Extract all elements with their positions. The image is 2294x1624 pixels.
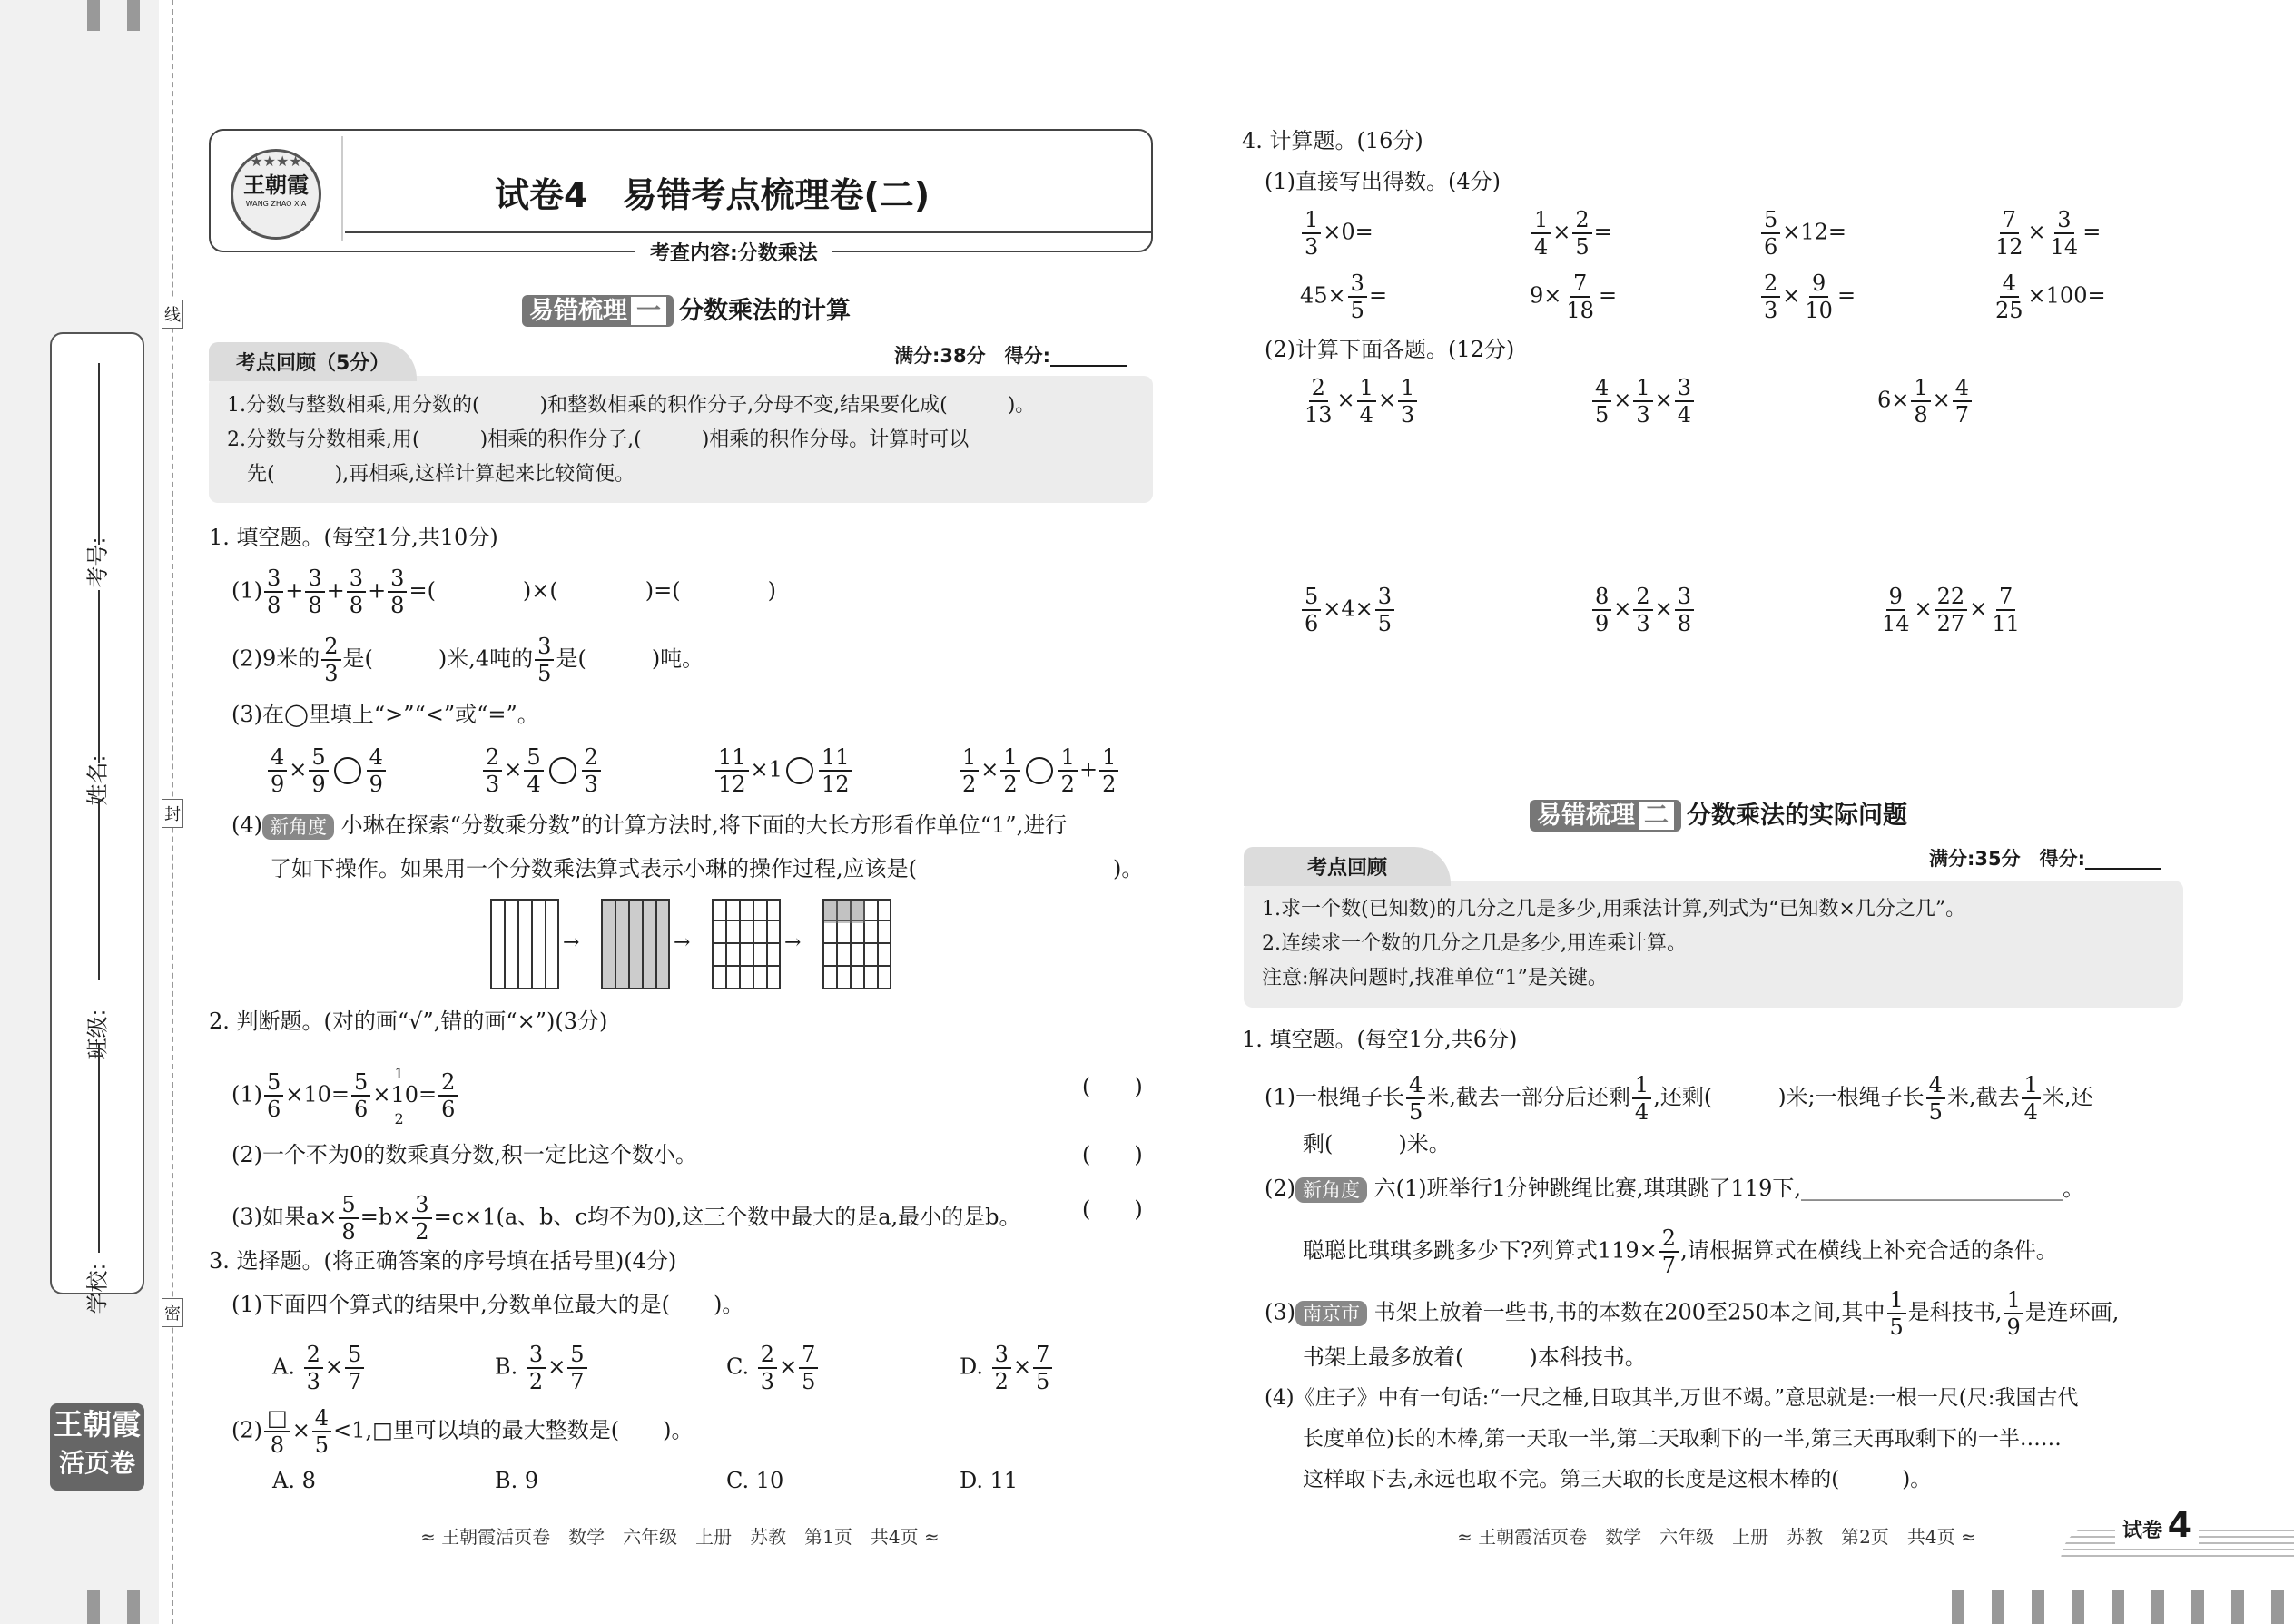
label-xingming: 姓名: (84, 754, 111, 806)
review-line: 注意:解决问题时,找准单位“1”是关键。 (1262, 967, 1608, 989)
q2-answer-3[interactable]: ( ) (1082, 1196, 1143, 1222)
page-title: 试卷4 易错考点梳理卷(二) (495, 175, 930, 215)
section1-review-tab: 考点回顾（5分） (209, 342, 417, 381)
q3-opt-d[interactable]: D. $\frac{3}{2}$ × $\frac{7}{5}$ (960, 1343, 1054, 1393)
calc-item: 9× $\frac{7}{18}$ = (1530, 271, 1618, 323)
q3-opt2-a[interactable]: A. 8 (272, 1468, 316, 1493)
r1-part4-line1: (4)《庄子》中有一句话:“一尺之棰,日取其半,万世不竭。”意思就是:一根一尺(尺:我国古代 (1265, 1386, 2079, 1410)
compare-circle[interactable] (786, 757, 813, 784)
q3-opt-b[interactable]: B. $\frac{3}{2}$ × $\frac{5}{7}$ (495, 1343, 589, 1393)
logo-stars: ★★★★ (250, 153, 302, 170)
brand-sub: 活页卷 (58, 1448, 135, 1478)
review-line: 1.分数与整数相乘,用分数的( )和整数相乘的积作分子,分母不变,结果要化成( )。 (227, 394, 1036, 417)
review-line: 2.连续求一个数的几分之几是多少,用连乘计算。 (1262, 932, 1687, 955)
label-kaohao: 考号: (84, 536, 111, 588)
calc-item: $\frac{7}{12}$ × $\frac{3}{14}$ = (1995, 207, 2102, 260)
side-mark-xian: 线 (162, 300, 183, 329)
field-xuexiao[interactable] (98, 1044, 100, 1253)
label-xuexiao: 学校: (84, 1263, 111, 1314)
tag-new-angle: 新角度 (262, 814, 334, 840)
r1-part4-line2: 长度单位)长的木棒,第一天取一半,第二天取剩下的一半,第三天再取剩下的一半…… (1303, 1427, 2062, 1451)
footer-right: ≈ 王朝霞活页卷 数学 六年级 上册 苏教 第2页 共4页 ≈ (1457, 1526, 1976, 1548)
review-line: 先( ),再相乘,这样计算起来比较简便。 (227, 463, 635, 486)
q3-opt2-b[interactable]: B. 9 (495, 1468, 539, 1493)
q1-compare-2: $\frac{2}{3}$ × $\frac{5}{4}$ $\frac{2}{3}$ (481, 746, 603, 795)
r1-part2-line2: 聪聪比琪琪多跳多少下?列算式119× $\frac{2}{7}$ ,请根据算式在横线上补充合适的条件。 (1303, 1225, 2058, 1278)
calc-item: $\frac{5}{6}$ ×4× $\frac{3}{5}$ (1300, 586, 1396, 635)
student-info-box (50, 332, 144, 1294)
q4-part1: (1)直接写出得数。(4分) (1265, 169, 1501, 194)
r1-title: 1. 填空题。(每空1分,共6分) (1242, 1027, 1518, 1052)
field-banji[interactable] (98, 799, 100, 980)
q2-item3: (3)如果a× $\frac{5}{8}$ =b× $\frac{3}{2}$ =c×1(a、b、c均不为0),这三个数中最大的是a,最小的是b。 (231, 1192, 1021, 1245)
q1-compare-3: $\frac{11}{12}$ ×1 $\frac{11}{12}$ (714, 746, 853, 795)
section1-score: 满分:38分 得分:________ (894, 345, 1127, 367)
tag-nanjing: 南京市 (1295, 1301, 1367, 1326)
section2-review-text (1262, 892, 1965, 996)
r1-part2-line1: (2) 新角度 六(1)班举行1分钟跳绳比赛,琪琪跳了119下,________________________。 (1265, 1176, 2084, 1201)
section2-title: 分数乘法的实际问题 (1687, 802, 1907, 830)
section1-title: 分数乘法的计算 (679, 297, 851, 325)
bottom-marks (87, 1590, 145, 1624)
top-marks (87, 0, 145, 31)
logo-text: 王朝霞 (243, 172, 309, 198)
r1-part3-line1: (3) 南京市 书架上放着一些书,书的本数在200至250本之间,其中 $\frac{1}{5}$ 是科技书, $\frac{1}{9}$ 是连环画, (1265, 1287, 2120, 1340)
q3-opt2-c[interactable]: C. 10 (726, 1468, 784, 1493)
compare-circle[interactable] (1026, 757, 1053, 784)
diagram-shade (824, 901, 865, 923)
header-subtitle: 考查内容:分数乘法 (635, 238, 832, 266)
q3-part2: (2) $\frac{□}{8}$ × $\frac{4}{5}$ <1,□里可以填的最大整数是( )。 (231, 1405, 694, 1458)
q2-answer-2[interactable]: ( ) (1082, 1142, 1143, 1167)
field-xingming[interactable] (98, 590, 100, 763)
q4-part2: (2)计算下面各题。(12分) (1265, 337, 1515, 362)
section1-review-text (227, 389, 1035, 492)
review-line: 2.分数与分数相乘,用( )相乘的积作分子,( )相乘的积作分母。计算时可以 (227, 428, 970, 451)
q1-compare-4: $\frac{1}{2}$ × $\frac{1}{2}$ $\frac{1}{2}$ + $\frac{1}{2}$ (958, 746, 1120, 795)
calc-item: $\frac{5}{6}$ ×12= (1759, 209, 1846, 258)
q3-title: 3. 选择题。(将正确答案的序号填在括号里)(4分) (209, 1248, 677, 1274)
diagram-arrow: → (784, 931, 802, 954)
q1-part3: (3)在◯里填上“>”“<”或“=”。 (231, 702, 539, 727)
q2-answer-1[interactable]: ( ) (1082, 1074, 1143, 1099)
diagram-rect-3 (712, 899, 781, 989)
section2-review-tab: 考点回顾 (1244, 847, 1451, 886)
q3-opt-a[interactable]: A. $\frac{2}{3}$ × $\frac{5}{7}$ (272, 1343, 366, 1393)
footer-left: ≈ 王朝霞活页卷 数学 六年级 上册 苏教 第1页 共4页 ≈ (420, 1526, 940, 1548)
calc-item: $\frac{1}{4}$ × $\frac{2}{5}$ = (1530, 209, 1612, 258)
review-line: 1.求一个数(已知数)的几分之几是多少,用乘法计算,列式为“已知数×几分之几”。 (1262, 898, 1966, 920)
section2-heading (1530, 795, 1907, 831)
calc-item: $\frac{4}{25}$ ×100= (1995, 271, 2106, 323)
logo-sub: WANG ZHAO XIA (245, 200, 307, 208)
side-mark-feng: 封 (162, 799, 183, 828)
tag-new-angle: 新角度 (1295, 1177, 1367, 1203)
r1-part4-line3: 这样取下去,永远也取不完。第三天取的长度是这根木棒的( )。 (1303, 1468, 1932, 1491)
q2-item1: (1) $\frac{5}{6}$ ×10= $\frac{5}{6}$ × 1 10 2 = $\frac{2}{6}$ (231, 1071, 459, 1120)
q1-part4-line1: (4) 新角度 小琳在探索“分数乘分数”的计算方法时,将下面的大长方形看作单位“1”,进行 (231, 812, 1068, 838)
section2-score: 满分:35分 得分:________ (1929, 848, 2162, 870)
calc-item: $\frac{8}{9}$ × $\frac{2}{3}$ × $\frac{3}{8}$ (1590, 586, 1696, 635)
q4-title: 4. 计算题。(16分) (1242, 128, 1423, 153)
r1-part1-line2: 剩( )米。 (1303, 1131, 1451, 1156)
calc-item: $\frac{2}{13}$ × $\frac{1}{4}$ × $\frac{1}{3}$ (1300, 377, 1419, 426)
q2-item2: (2)一个不为0的数乘真分数,积一定比这个数小。 (231, 1142, 697, 1167)
q1-compare-1: $\frac{4}{9}$ × $\frac{5}{9}$ $\frac{4}{9}$ (266, 746, 388, 795)
field-kaohao[interactable] (98, 363, 100, 545)
header-logo (216, 136, 343, 241)
bottom-right-marks (1952, 1590, 2294, 1624)
section2-badge: 易错梳理 二 (1530, 800, 1681, 832)
q2-title: 2. 判断题。(对的画“√”,错的画“×”)(3分) (209, 1009, 608, 1034)
diagram-rect-1 (490, 899, 559, 989)
q3-opt2-d[interactable]: D. 11 (960, 1468, 1019, 1493)
calc-item: $\frac{4}{5}$ × $\frac{1}{3}$ × $\frac{3}{4}$ (1590, 377, 1696, 426)
diagram-rect-2 (601, 899, 670, 989)
section1-heading (522, 290, 851, 326)
q1-part1: (1) $\frac{3}{8}$ + $\frac{3}{8}$ + $\frac{3}{8}$ + $\frac{3}{8}$ =( )×( )=( ) (231, 566, 776, 618)
calc-item: $\frac{9}{14}$ × $\frac{22}{27}$ × $\frac{7}{11}$ (1882, 584, 2020, 636)
brand-logo (50, 1403, 144, 1491)
q3-opt-c[interactable]: C. $\frac{2}{3}$ × $\frac{7}{5}$ (726, 1343, 820, 1393)
q3-part1: (1)下面四个算式的结果中,分数单位最大的是( )。 (231, 1292, 744, 1317)
calc-item: $\frac{1}{3}$ ×0= (1300, 209, 1373, 258)
r1-part1-line1: (1)一根绳子长 $\frac{4}{5}$ 米,截去一部分后还剩 $\frac{1}{4}$ ,还剩( )米;一根绳子长 $\frac{4}{5}$ 米,截去 $\frac{1}{4}$ 米,还 (1265, 1072, 2093, 1125)
r1-part3-line2: 书架上最多放着( )本科技书。 (1303, 1344, 1647, 1370)
compare-circle[interactable] (549, 757, 576, 784)
section1-badge: 易错梳理 一 (522, 295, 674, 327)
calc-item: 6× $\frac{1}{8}$ × $\frac{4}{7}$ (1877, 377, 1974, 426)
calc-item: $\frac{2}{3}$ × $\frac{9}{10}$ = (1759, 272, 1856, 321)
q1-title: 1. 填空题。(每空1分,共10分) (209, 525, 498, 550)
brand-name: 王朝霞 (53, 1407, 141, 1442)
q1-part2: (2)9米的 $\frac{2}{3}$ 是( )米,4吨的 $\frac{3}{5}$ 是( )吨。 (231, 634, 704, 686)
diagram-arrow: → (674, 931, 691, 954)
q1-part4-line2: 了如下操作。如果用一个分数乘法算式表示小琳的操作过程,应该是( )。 (270, 856, 1144, 881)
diagram-arrow: → (563, 931, 580, 954)
calc-item: 45× $\frac{3}{5}$ = (1300, 271, 1388, 323)
compare-circle[interactable] (334, 757, 361, 784)
header-divider (345, 231, 1153, 233)
side-mark-mi: 密 (162, 1298, 183, 1327)
corner-label: 试卷 4 (2115, 1505, 2199, 1545)
label-banji: 班级: (84, 1009, 111, 1060)
